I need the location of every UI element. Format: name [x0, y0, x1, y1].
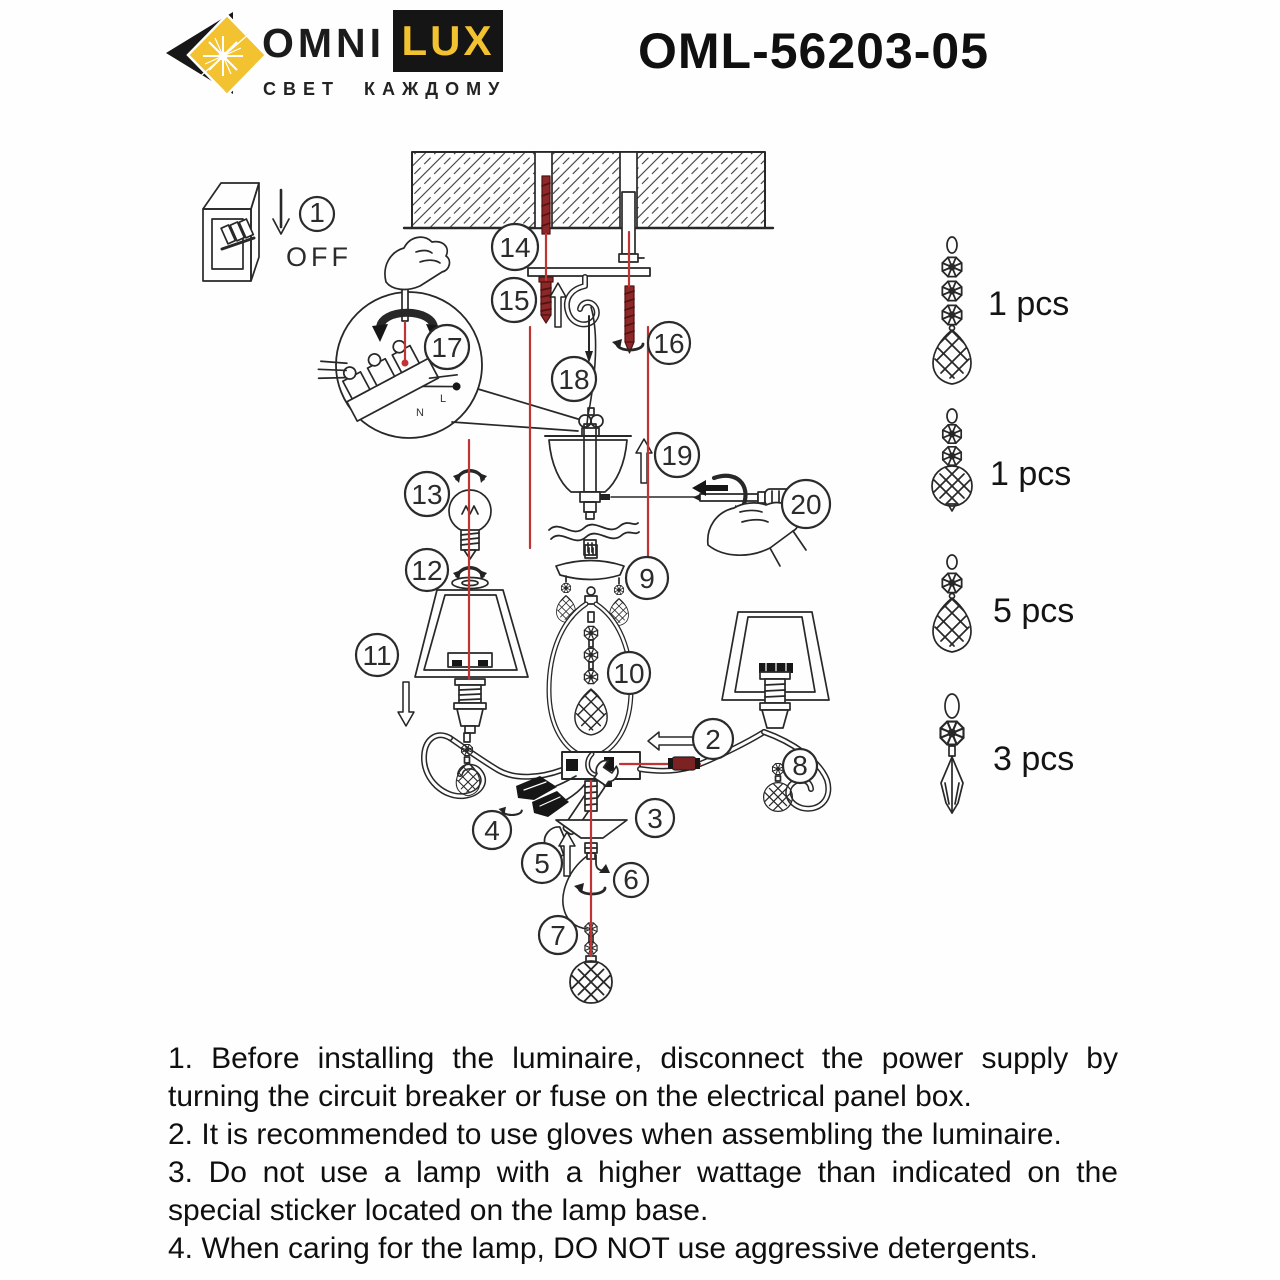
part-qty-2: 1 pcs	[990, 455, 1072, 493]
callout-6: 6	[623, 864, 639, 895]
part-qty-3: 5 pcs	[993, 592, 1075, 630]
callout-14: 14	[499, 232, 531, 263]
callout-19: 19	[661, 440, 693, 471]
callout-4: 4	[484, 815, 500, 846]
part-pendant-bead-icicle	[941, 694, 964, 813]
callout-9: 9	[639, 563, 655, 594]
callout-13: 13	[411, 479, 443, 510]
callout-11: 11	[362, 640, 392, 671]
teardrop-inner-chain	[575, 612, 607, 735]
power-off-label: OFF	[286, 242, 352, 272]
rotate-arrow-icon-6	[574, 883, 605, 894]
part-qty-1: 1 pcs	[988, 285, 1070, 323]
ceiling-hook	[567, 277, 597, 324]
instruction-item-3: 3. Do not use a lamp with a higher wattage than indicated on the special sticker located on the lamp base.	[168, 1156, 1118, 1227]
callout-10: 10	[613, 658, 645, 689]
arrow-up-icon-15	[550, 283, 566, 327]
right-candle-socket	[760, 672, 790, 728]
arm-tenon-red	[668, 757, 700, 770]
wire-label-neutral: N	[416, 407, 424, 419]
callout-5: 5	[534, 848, 550, 879]
model-number: OML-56203-05	[638, 23, 990, 79]
instructions-section	[168, 1040, 1118, 1268]
brand-word-lux: LUX	[393, 10, 503, 72]
ceiling-section	[404, 152, 773, 228]
wire-slack-waves	[549, 523, 639, 540]
brand-tagline: СВЕТ КАЖДОМУ	[263, 79, 507, 99]
callout-20: 20	[790, 489, 822, 520]
insert-arrow-icon	[596, 855, 610, 873]
canopy-ornament-loop	[579, 408, 603, 436]
callout-1: 1	[309, 197, 325, 228]
power-off-arrow-icon	[273, 190, 289, 234]
part-pendant-double-bead-sphere	[932, 409, 972, 511]
callout-2: 2	[705, 724, 721, 755]
wall-plug-left	[539, 277, 553, 323]
mounting-screw-left	[542, 176, 550, 234]
callout-3: 3	[647, 803, 663, 834]
lamp-shade-exploded	[415, 590, 528, 677]
left-candle-socket	[454, 679, 486, 733]
mounting-screw-right	[625, 286, 634, 353]
callout-16: 16	[653, 328, 685, 359]
center-dish	[556, 545, 624, 580]
callout-8: 8	[792, 750, 808, 781]
instruction-item-1: 1. Before installing the luminaire, disconnect the power supply by turning the circuit breaker or fuse on the electrical panel box.	[168, 1042, 1118, 1113]
canopy-bell	[545, 424, 631, 502]
callout-17: 17	[431, 332, 463, 363]
part-pendant-triple-bead-almond	[933, 237, 971, 384]
callout-7: 7	[550, 920, 566, 951]
callout-18: 18	[558, 364, 590, 395]
instruction-item-2: 2. It is recommended to use gloves when assembling the luminaire.	[168, 1118, 1062, 1151]
instruction-item-4: 4. When caring for the lamp, DO NOT use aggressive detergents.	[168, 1232, 1038, 1265]
circuit-breaker-box	[203, 183, 259, 281]
part-pendant-single-bead-almond	[933, 555, 971, 652]
brand-word-omni: OMNI	[262, 20, 386, 66]
hand-at-terminal	[385, 237, 450, 289]
callout-12: 12	[411, 555, 443, 586]
wire-label-live: L	[440, 393, 447, 405]
callout-15: 15	[498, 285, 530, 316]
arrow-up-icon-19	[636, 439, 652, 483]
part-qty-4: 3 pcs	[993, 740, 1075, 778]
arrow-left-outline-icon-2	[648, 732, 697, 750]
arrow-down-icon-11	[398, 682, 414, 726]
